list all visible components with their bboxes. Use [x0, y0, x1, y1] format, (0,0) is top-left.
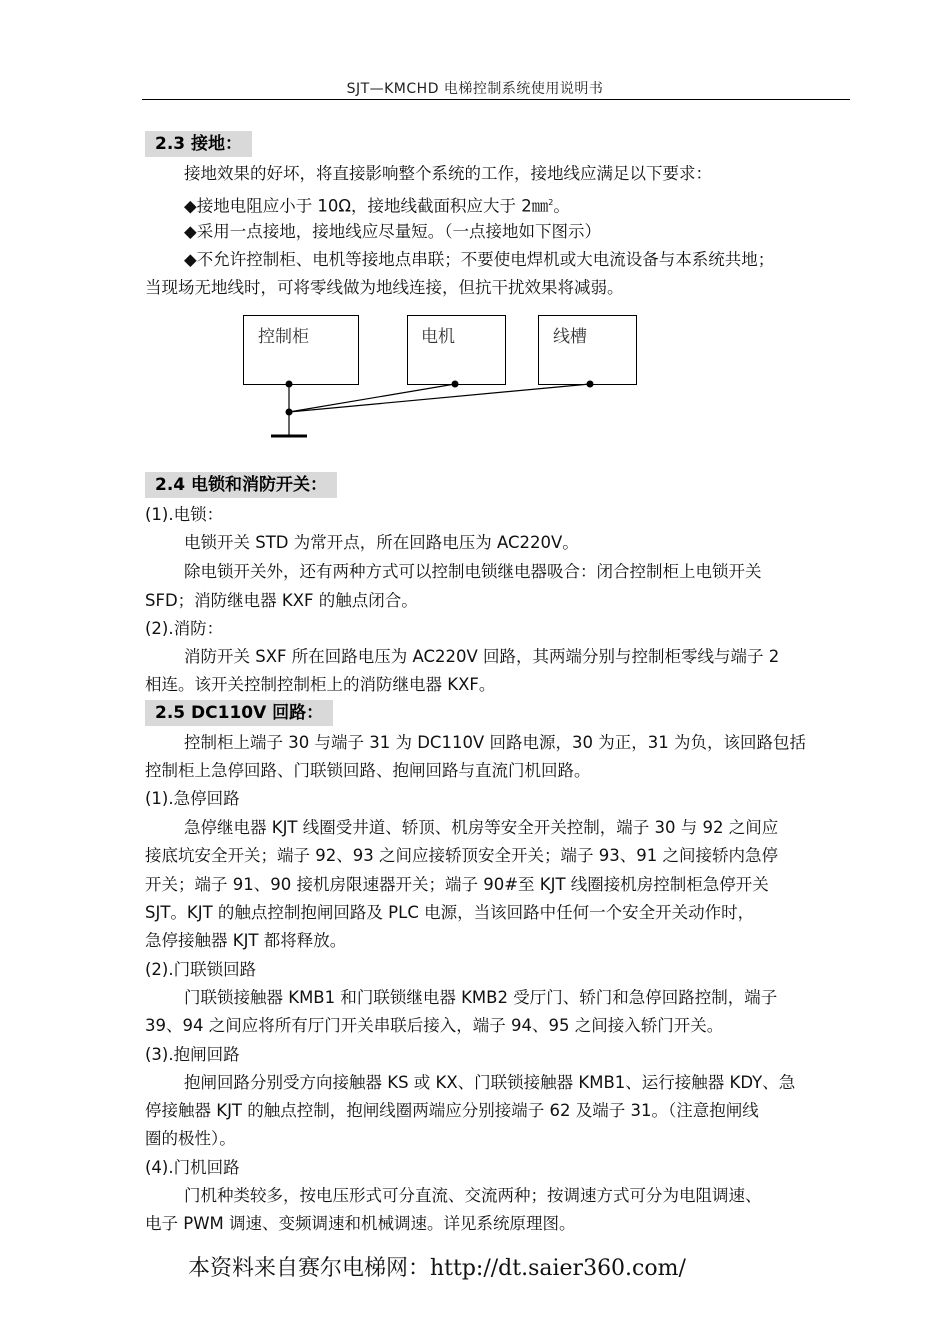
- trough-ground-wire: [289, 384, 590, 412]
- grounding-req-3-line-2: 当现场无地线时，可将零线做为地线连接，但抗干扰效果将减弱。: [145, 278, 624, 297]
- grounding-req-3-line-1: ◆不允许控制柜、电机等接地点串联；不要使电焊机或大电流设备与本系统共地；: [184, 250, 775, 269]
- electric-lock-p1: 电锁开关 STD 为常开点，所在回路电压为 AC220V。: [184, 533, 579, 552]
- dc110v-intro-line-2: 控制柜上急停回路、门联锁回路、抱闸回路与直流门机回路。: [145, 761, 591, 780]
- motor-ground-point: [452, 381, 459, 388]
- electric-lock-subheading: (1).电锁：: [145, 505, 224, 524]
- estop-line-2: 接底坑安全开关；端子 92、93 之间应接轿顶安全开关；端子 93、91 之间接轿内急停: [145, 846, 778, 865]
- fire-subheading: (2).消防：: [145, 619, 224, 638]
- brake-line-1: 抱闸回路分别受方向接触器 KS 或 KX、门联锁接触器 KMB1、运行接触器 KDY、急: [184, 1073, 796, 1092]
- grounding-req-2: ◆采用一点接地，接地线应尽量短。（一点接地如下图示）: [184, 222, 601, 241]
- ground-junction-point: [286, 409, 293, 416]
- grounding-req-1-sup: 2: [548, 198, 554, 207]
- motor-box: [408, 316, 506, 385]
- section-2-4-heading: 2.4 电锁和消防开关：: [145, 472, 337, 498]
- grounding-diagram: [0, 0, 950, 470]
- estop-line-3: 开关；端子 91、90 接机房限速器开关；端子 90#至 KJT 线圈接机房控制柜急停开关: [145, 875, 769, 894]
- wire-trough-label: 线槽: [553, 327, 587, 347]
- motor-ground-wire: [289, 384, 455, 412]
- grounding-req-1-end: 。: [553, 196, 570, 216]
- trough-ground-point: [587, 381, 594, 388]
- motor-label: 电机: [421, 327, 455, 347]
- control-cabinet-ground-point: [286, 381, 293, 388]
- section-2-3-heading: 2.3 接地：: [145, 131, 252, 157]
- electric-lock-p2-line-2: SFD；消防继电器 KXF 的触点闭合。: [145, 591, 418, 610]
- door-machine-subheading: (4).门机回路: [145, 1158, 240, 1177]
- brake-subheading: (3).抱闸回路: [145, 1045, 240, 1064]
- grounding-req-1-text: ◆接地电阻应小于 10Ω，接地线截面积应大于 2㎜: [184, 196, 549, 216]
- wire-trough-box: [539, 316, 637, 385]
- estop-line-5: 急停接触器 KJT 都将释放。: [145, 931, 347, 950]
- electric-lock-p2-line-1: 除电锁开关外，还有两种方式可以控制电锁继电器吸合：闭合控制柜上电锁开关: [184, 562, 762, 581]
- dc110v-intro-line-1: 控制柜上端子 30 与端子 31 为 DC110V 回路电源，30 为正，31 为负，该回路包括: [184, 733, 806, 752]
- fire-p1-line-2: 相连。该开关控制控制柜上的消防继电器 KXF。: [145, 675, 496, 694]
- grounding-intro: 接地效果的好坏，将直接影响整个系统的工作，接地线应满足以下要求：: [184, 164, 712, 183]
- door-machine-line-1: 门机种类较多，按电压形式可分直流、交流两种；按调速方式可分为电阻调速、: [184, 1186, 762, 1205]
- estop-line-1: 急停继电器 KJT 线圈受井道、轿顶、机房等安全开关控制，端子 30 与 92 之间应: [184, 818, 779, 837]
- door-machine-line-2: 电子 PWM 调速、变频调速和机械调速。详见系统原理图。: [145, 1214, 576, 1233]
- page-header-title: SJT—KMCHD 电梯控制系统使用说明书: [346, 81, 604, 97]
- fire-p1-line-1: 消防开关 SXF 所在回路电压为 AC220V 回路，其两端分别与控制柜零线与端子 2: [184, 647, 780, 666]
- control-cabinet-label: 控制柜: [258, 327, 309, 347]
- door-interlock-line-2: 39、94 之间应将所有厅门开关串联后接入，端子 94、95 之间接入轿门开关。: [145, 1016, 724, 1035]
- door-interlock-line-1: 门联锁接触器 KMB1 和门联锁继电器 KMB2 受厅门、轿门和急停回路控制，端子: [184, 988, 778, 1007]
- brake-line-3: 圈的极性）。: [145, 1129, 236, 1148]
- section-2-5-heading: 2.5 DC110V 回路：: [145, 700, 333, 726]
- door-interlock-subheading: (2).门联锁回路: [145, 960, 257, 979]
- estop-line-4: SJT。KJT 的触点控制抱闸回路及 PLC 电源，当该回路中任何一个安全开关动作时，: [145, 903, 755, 922]
- footer-source-link[interactable]: 本资料来自赛尔电梯网：http://dt.saier360.com/: [188, 1256, 686, 1281]
- estop-subheading: (1).急停回路: [145, 789, 240, 808]
- control-cabinet-box: [244, 316, 359, 385]
- brake-line-2: 停接触器 KJT 的触点控制，抱闸线圈两端应分别接端子 62 及端子 31。（注意抱闸线: [145, 1101, 759, 1120]
